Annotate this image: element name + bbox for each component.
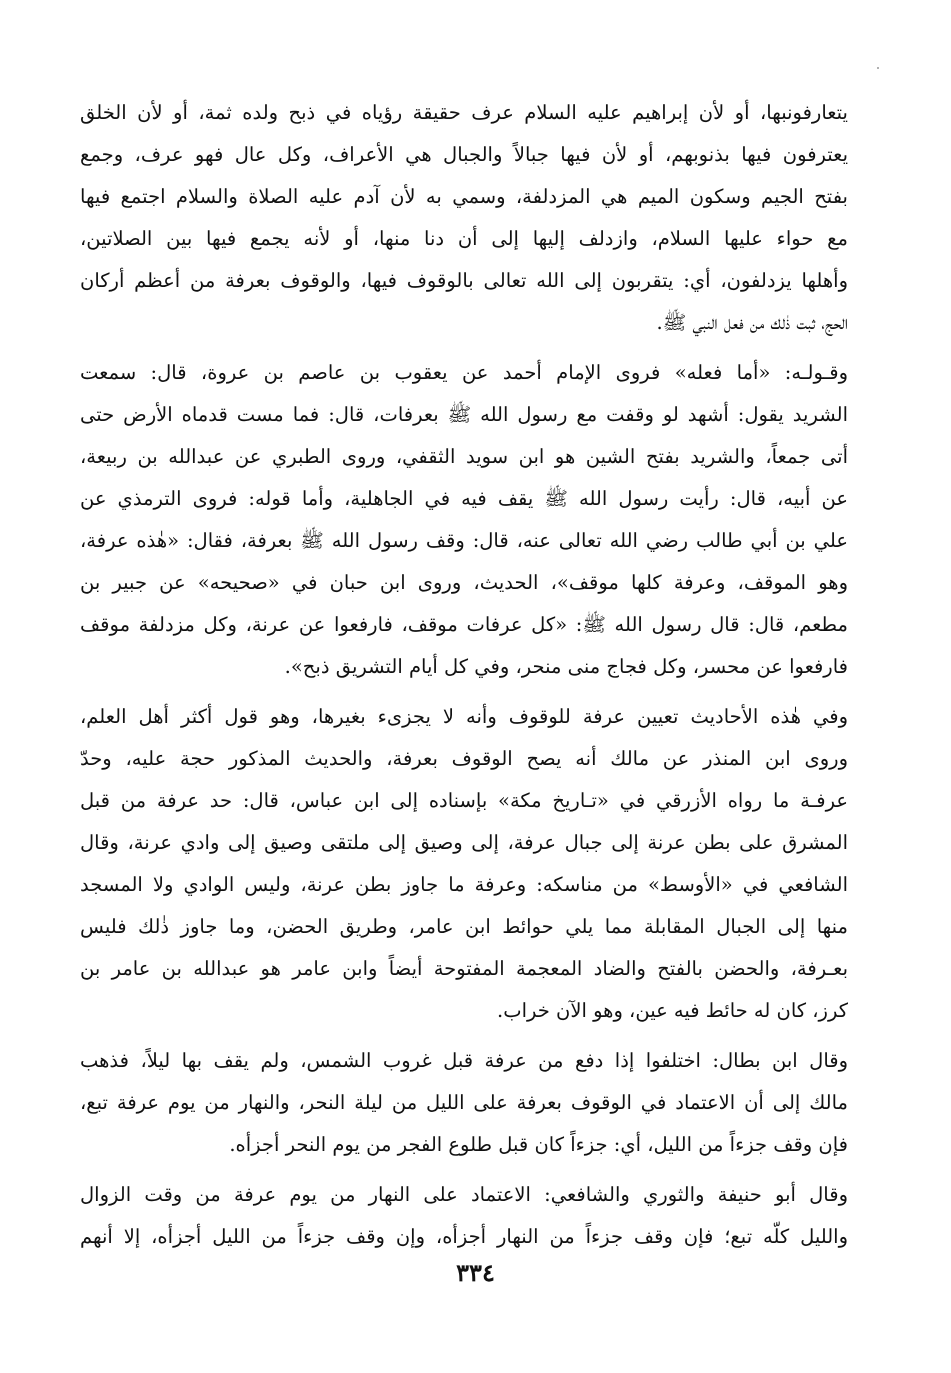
paragraph [80,1040,848,1166]
text-line: كرز، كان له حائط فيه عين، وهو الآن خراب. [497,999,848,1022]
text-line: وأهلها يزدلفون، أي: يتقربون إلى الله تعالى بالوقوف فيها، والوقوف بعرفة من أعظم أركان [80,269,848,292]
text-line: وقال ابن بطال: اختلفوا إذا دفع من عرفة قبل غروب الشمس، ولم يقف بها ليلاً، فذهب [80,1049,848,1072]
text-line: مطعم، قال: قال رسول الله ﷺ: «كل عرفات موقف، فارفعوا عن عرنة، وكل مزدلفة موقف [80,613,848,636]
text-line: يعترفون فيها بذنوبهم، أو لأن فيها جبالاً والجبال هي الأعراف، وكل عال فهو عرف، وجمع [80,143,848,166]
text-line: الشافعي في «الأوسط» من مناسكه: وعرفة ما جاوز بطن عرنة، وليس الوادي ولا المسجد [80,873,848,896]
paragraph [80,696,848,1032]
text-line: بعـرفة، والحضن بالفتح والضاد المعجمة المفتوحة أيضاً وابن عامر هو عبدالله بن عامر بن [80,957,848,980]
text-line: وهو الموقف، وعرفة كلها موقف»، الحديث، وروى ابن حبان في «صحيحه» عن جبير بن [80,571,848,594]
page-number: ٣٣٤ [456,1258,495,1287]
text-line: أتى جمعاً، والشريد بفتح الشين هو ابن سويد الثقفي، وروى الطبري عن عبدالله بن ربيعة، [80,445,848,468]
text-line: الشريد يقول: أشهد لو وقفت مع رسول الله ﷺ بعرفات، قال: فما مست قدماه الأرض حتى [80,403,848,426]
text-line: وقال أبو حنيفة والثوري والشافعي: الاعتماد على النهار من يوم عرفة من وقت الزوال [80,1183,848,1206]
text-line: والليل كلّه تبع؛ فإن وقف جزءاً من النهار أجزأه، وإن وقف جزءاً من الليل أجزأه، إلا أنهم [80,1225,848,1248]
body-text [80,92,848,1258]
paragraph [80,352,848,688]
text-line: بفتح الجيم وسكون الميم هي المزدلفة، وسمي به لأن آدم عليه الصلاة والسلام اجتمع فيها [80,185,848,208]
text-line: يتعارفونبها، أو لأن إبراهيم عليه السلام عرف حقيقة رؤياه في ذبح ولده ثمة، أو لأن الخلق [80,101,848,124]
text-line: فإن وقف جزءاً من الليل، أي: جزءاً كان قبل طلوع الفجر من يوم النحر أجزأه. [229,1133,848,1156]
text-line: الحج، ثبت ذٰلك من فعل النبي ﷺ. [656,311,848,334]
text-line: عن أبيه، قال: رأيت رسول الله ﷺ يقف فيه في الجاهلية، وأما قوله: فروى الترمذي عن [80,487,848,510]
text-line: مع حواء عليها السلام، وازدلف إليها إلى أن دنا منها، أو لأنه يجمع فيها بين الصلاتين، [80,227,848,250]
scan-speck [877,67,879,69]
text-line: وروى ابن المنذر عن مالك أنه يصح الوقوف بعرفة، والحديث المذكور حجة عليه، وحدّ [80,747,848,770]
paragraph [80,92,848,344]
text-line: فارفعوا عن محسر، وكل فجاج منى منحر، وفي كل أيام التشريق ذبح». [284,655,848,678]
text-line: منها إلى الجبال المقابلة مما يلي حوائط ابن عامر، وطريق الحضن، وما جاوز ذٰلك فليس [80,915,848,938]
text-line: عرفـة ما رواه الأزرقي في «تـاريخ مكة» بإسناده إلى ابن عباس، قال: حد عرفة من قبل [80,789,848,812]
text-line: المشرق على بطن عرنة إلى جبال عرفة، إلى وصيق إلى ملتقى وصيق إلى وادي عرنة، وقال [80,831,848,854]
paragraph [80,1174,848,1258]
text-line: وقـولـه: «أما فعله» فروى الإمام أحمد عن يعقوب بن عاصم بن عروة، قال: سمعت [80,361,848,384]
text-line: مالك إلى أن الاعتماد في الوقوف بعرفة على الليل من ليلة النحر، والنهار من يوم عرفة تبع، [80,1091,848,1114]
text-line: وفي هٰذه الأحاديث تعيين عرفة للوقوف وأنه لا يجزىء بغيرها، وهو قول أكثر أهل العلم، [80,705,848,728]
text-line: علي بن أبي طالب رضي الله تعالى عنه، قال: وقف رسول الله ﷺ بعرفة، فقال: «هٰذه عرفة، [80,529,848,552]
